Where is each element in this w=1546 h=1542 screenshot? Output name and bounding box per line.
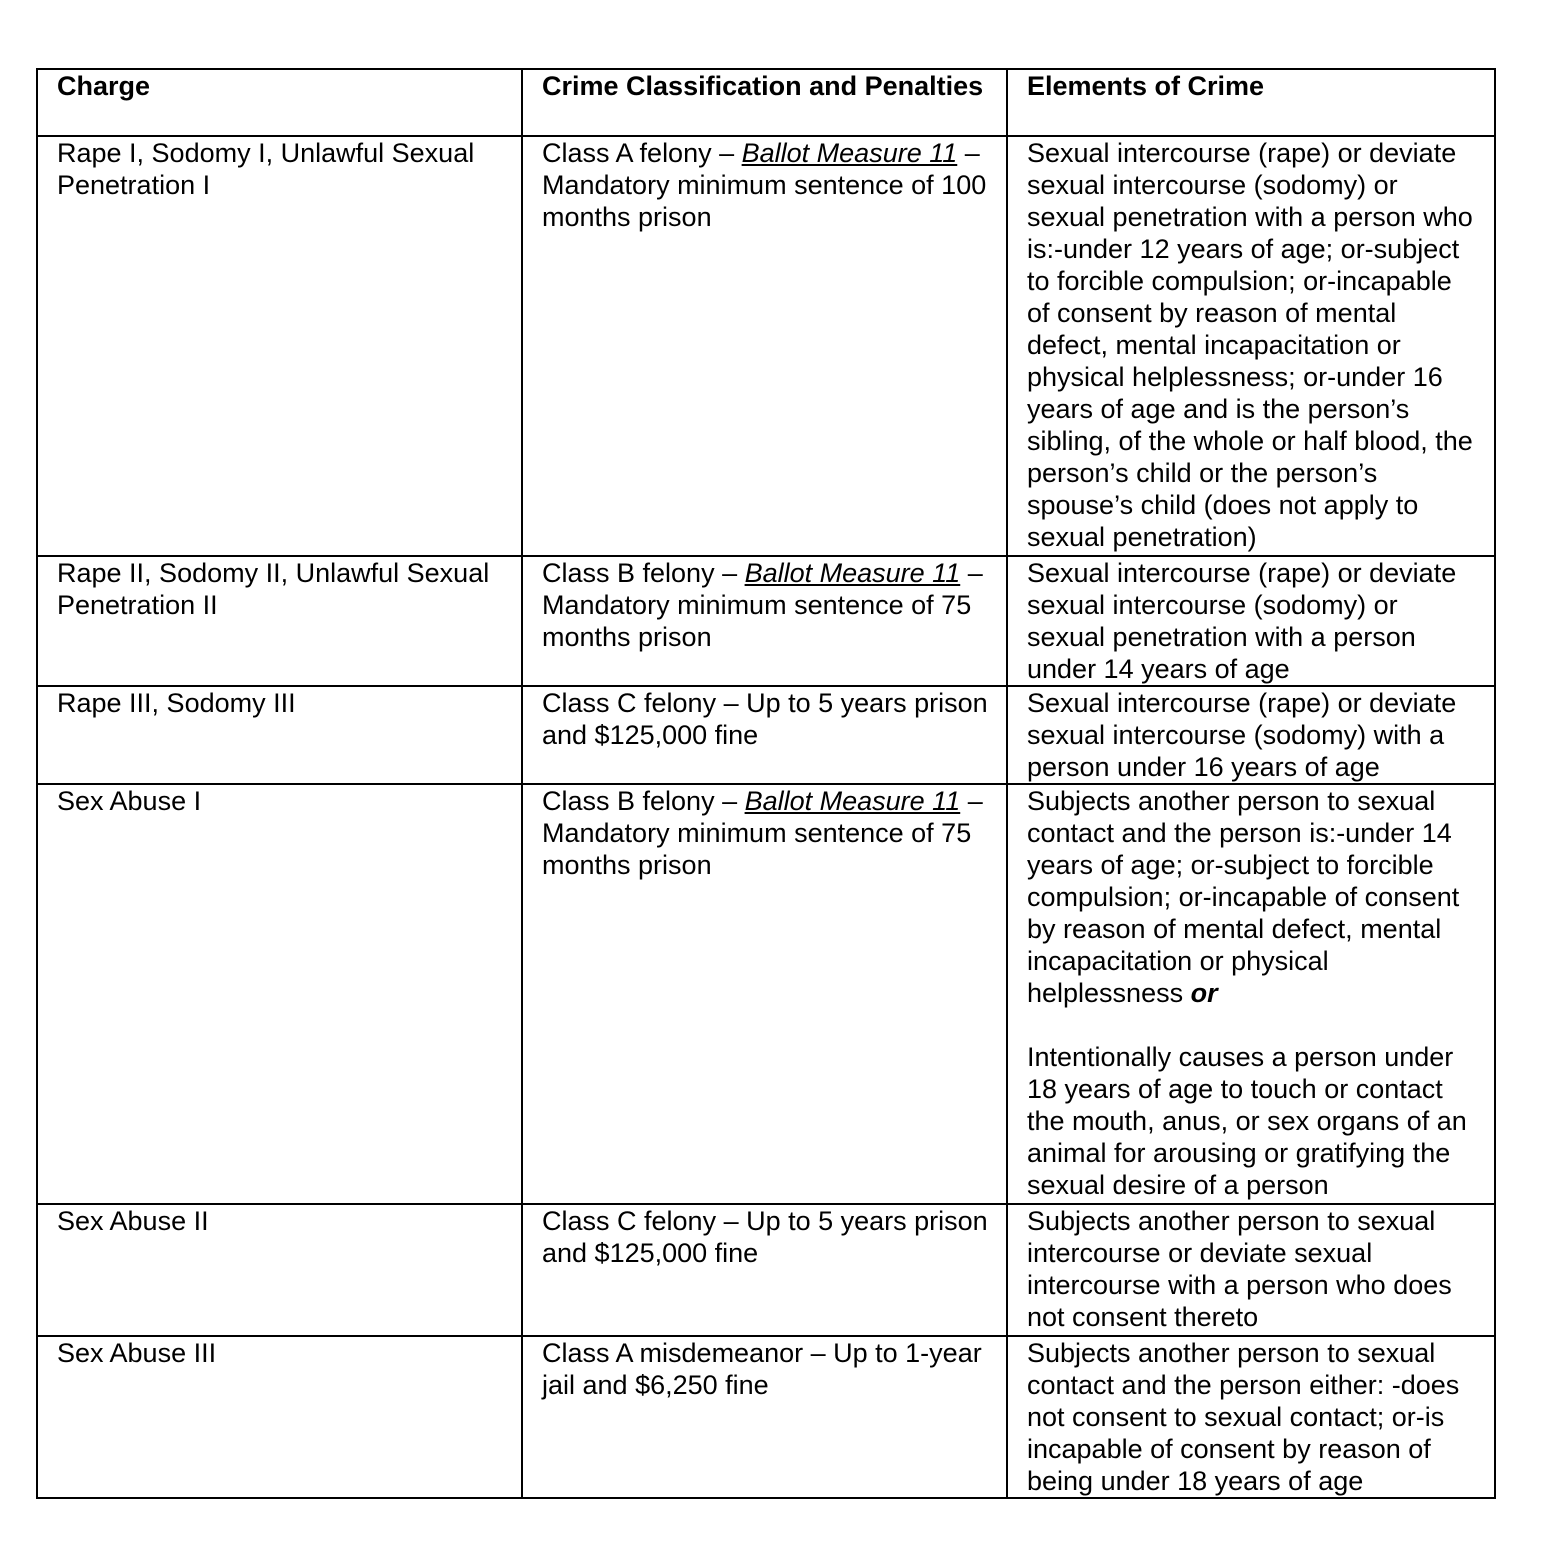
classification-cell: Class C felony – Up to 5 years prison and $125,000 fine xyxy=(522,686,1007,784)
elements-text: Subjects another person to sexual contact and the person is:-under 14 years of age; or-subject to forcible compulsion; or-incapable of consent by reason of mental defect, mental incapacitation or physical helplessness xyxy=(1027,786,1460,1008)
table-row xyxy=(37,686,1495,784)
table-row xyxy=(37,1336,1495,1498)
crimes-table xyxy=(36,68,1496,1499)
classification-cell xyxy=(522,556,1007,686)
classification-prefix: Class B felony – xyxy=(542,786,745,816)
header-classification: Crime Classification and Penalties xyxy=(522,69,1007,136)
table-row xyxy=(37,784,1495,1204)
ballot-measure-label: Ballot Measure 11 xyxy=(741,138,958,168)
elements-text: Intentionally causes a person under 18 years of age to touch or contact the mouth, anus, or sex organs of an animal for arousing or gratifying the sexual desire of a person xyxy=(1027,1042,1467,1200)
classification-suffix: – Mandatory minimum sentence of 75 months prison xyxy=(542,558,983,652)
paragraph-gap xyxy=(1027,1009,1476,1041)
table-header-row xyxy=(37,69,1495,136)
elements-cell: Sexual intercourse (rape) or deviate sexual intercourse (sodomy) with a person under 16 years of age xyxy=(1007,686,1495,784)
table-row xyxy=(37,136,1495,556)
elements-cell xyxy=(1007,784,1495,1204)
charge-cell: Rape I, Sodomy I, Unlawful Sexual Penetration I xyxy=(37,136,522,556)
classification-cell xyxy=(522,784,1007,1204)
ballot-measure-label: Ballot Measure 11 xyxy=(744,786,961,816)
charge-cell: Sex Abuse I xyxy=(37,784,522,1204)
ballot-measure-label: Ballot Measure 11 xyxy=(744,558,961,588)
classification-suffix: – Mandatory minimum sentence of 75 months prison xyxy=(542,786,983,880)
charge-cell: Rape II, Sodomy II, Unlawful Sexual Penetration II xyxy=(37,556,522,686)
header-charge: Charge xyxy=(37,69,522,136)
classification-cell xyxy=(522,136,1007,556)
header-elements: Elements of Crime xyxy=(1007,69,1495,136)
elements-cell: Subjects another person to sexual intercourse or deviate sexual intercourse with a person who does not consent thereto xyxy=(1007,1204,1495,1336)
classification-prefix: Class B felony – xyxy=(542,558,745,588)
elements-cell: Sexual intercourse (rape) or deviate sexual intercourse (sodomy) or sexual penetration with a person under 14 years of age xyxy=(1007,556,1495,686)
classification-cell: Class C felony – Up to 5 years prison and $125,000 fine xyxy=(522,1204,1007,1336)
classification-suffix: – Mandatory minimum sentence of 100 months prison xyxy=(542,138,987,232)
elements-cell: Subjects another person to sexual contact and the person either: -does not consent to sexual contact; or-is incapable of consent by reason of being under 18 years of age xyxy=(1007,1336,1495,1498)
charge-cell: Rape III, Sodomy III xyxy=(37,686,522,784)
classification-cell: Class A misdemeanor – Up to 1-year jail and $6,250 fine xyxy=(522,1336,1007,1498)
classification-prefix: Class A felony – xyxy=(542,138,742,168)
table-row xyxy=(37,1204,1495,1336)
elements-emphasis: or xyxy=(1190,978,1218,1008)
elements-cell: Sexual intercourse (rape) or deviate sexual intercourse (sodomy) or sexual penetration with a person who is:-under 12 years of age; or-subject to forcible compulsion; or-incapable of consent by reason of mental defect, mental incapacitation or physical helplessness; or-under 16 years of age and is the person’s sibling, of the whole or half blood, the person’s child or the person’s spouse’s child (does not apply to sexual penetration) xyxy=(1007,136,1495,556)
charge-cell: Sex Abuse III xyxy=(37,1336,522,1498)
charge-cell: Sex Abuse II xyxy=(37,1204,522,1336)
table-row xyxy=(37,556,1495,686)
